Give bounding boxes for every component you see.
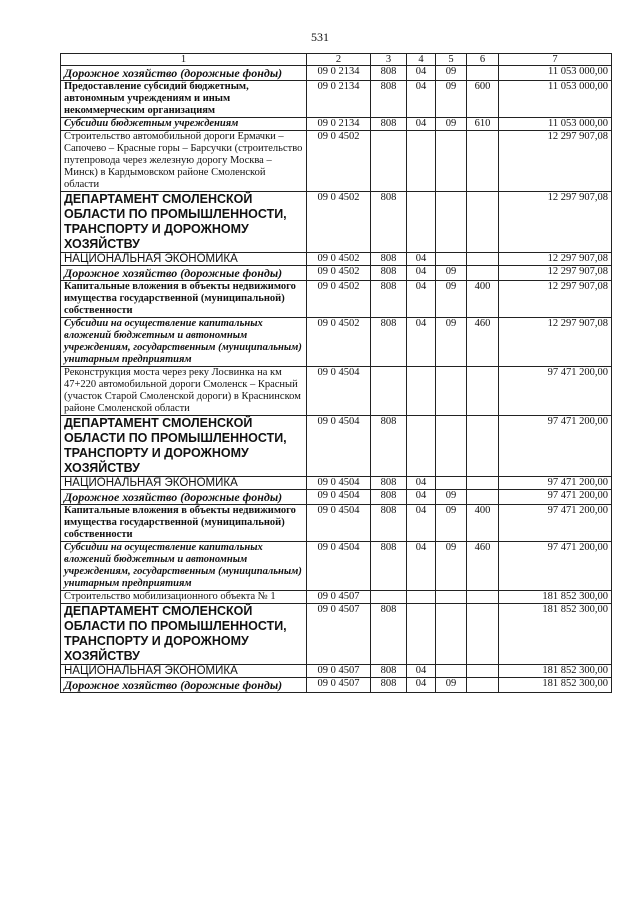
- row-target-code: 09 0 4504: [307, 505, 371, 542]
- row-target-code: 09 0 4502: [307, 266, 371, 281]
- column-header-5: 5: [436, 54, 467, 66]
- row-amount: 97 471 200,00: [499, 367, 612, 416]
- row-column-4: 04: [407, 505, 436, 542]
- row-column-4: 04: [407, 477, 436, 490]
- row-name: Дорожное хозяйство (дорожные фонды): [61, 66, 307, 81]
- row-target-code: 09 0 4502: [307, 318, 371, 367]
- row-column-6: 600: [467, 81, 499, 118]
- row-column-4: 04: [407, 318, 436, 367]
- budget-table: [60, 53, 612, 693]
- row-column-6: [467, 131, 499, 192]
- table-body: [61, 66, 612, 693]
- row-column-6: 400: [467, 281, 499, 318]
- row-target-code: 09 0 4504: [307, 477, 371, 490]
- row-column-6: [467, 665, 499, 678]
- table-row: [61, 318, 612, 367]
- row-column-4: [407, 416, 436, 477]
- row-column-4: 04: [407, 490, 436, 505]
- row-amount: 12 297 907,08: [499, 318, 612, 367]
- row-amount: 12 297 907,08: [499, 281, 612, 318]
- row-name: Субсидии на осуществление капитальных вложений бюджетным и автономным учреждениям, государственным (муниципальным) унитарным предприятиям: [61, 318, 307, 367]
- row-name: НАЦИОНАЛЬНАЯ ЭКОНОМИКА: [61, 477, 307, 490]
- row-column-5: [436, 665, 467, 678]
- row-column-3: 808: [371, 678, 407, 693]
- row-column-3: [371, 131, 407, 192]
- row-column-5: 09: [436, 490, 467, 505]
- row-amount: 11 053 000,00: [499, 66, 612, 81]
- row-column-5: [436, 131, 467, 192]
- row-column-5: 09: [436, 318, 467, 367]
- row-column-5: 09: [436, 66, 467, 81]
- row-column-3: 808: [371, 81, 407, 118]
- row-target-code: 09 0 4502: [307, 192, 371, 253]
- row-column-3: 808: [371, 665, 407, 678]
- row-amount: 97 471 200,00: [499, 542, 612, 591]
- column-header-7: 7: [499, 54, 612, 66]
- row-name: НАЦИОНАЛЬНАЯ ЭКОНОМИКА: [61, 253, 307, 266]
- row-column-4: 04: [407, 678, 436, 693]
- row-column-3: 808: [371, 118, 407, 131]
- page-number: 531: [311, 30, 329, 44]
- row-name: ДЕПАРТАМЕНТ СМОЛЕНСКОЙ ОБЛАСТИ ПО ПРОМЫШЛЕННОСТИ, ТРАНСПОРТУ И ДОРОЖНОМУ ХОЗЯЙСТВУ: [61, 192, 307, 253]
- table-row: [61, 542, 612, 591]
- row-target-code: 09 0 2134: [307, 66, 371, 81]
- row-amount: 12 297 907,08: [499, 131, 612, 192]
- table-row: [61, 66, 612, 81]
- row-column-5: [436, 477, 467, 490]
- table-row: [61, 604, 612, 665]
- table-row: [61, 118, 612, 131]
- row-column-3: 808: [371, 66, 407, 81]
- row-column-5: [436, 253, 467, 266]
- row-column-6: [467, 678, 499, 693]
- row-name: Субсидии на осуществление капитальных вложений бюджетным и автономным учреждениям, государственным (муниципальным) унитарным предприятиям: [61, 542, 307, 591]
- row-target-code: 09 0 4502: [307, 281, 371, 318]
- row-column-3: 808: [371, 318, 407, 367]
- row-amount: 181 852 300,00: [499, 604, 612, 665]
- row-target-code: 09 0 4504: [307, 367, 371, 416]
- row-amount: 12 297 907,08: [499, 253, 612, 266]
- column-header-2: 2: [307, 54, 371, 66]
- table-row: [61, 281, 612, 318]
- row-column-6: [467, 477, 499, 490]
- row-name: Капитальные вложения в объекты недвижимого имущества государственной (муниципальной) собственности: [61, 505, 307, 542]
- row-name: Субсидии бюджетным учреждениям: [61, 118, 307, 131]
- row-column-3: [371, 591, 407, 604]
- column-header-1: 1: [61, 54, 307, 66]
- row-name: Капитальные вложения в объекты недвижимого имущества государственной (муниципальной) собственности: [61, 281, 307, 318]
- row-column-5: 09: [436, 678, 467, 693]
- row-column-6: [467, 490, 499, 505]
- row-column-4: 04: [407, 118, 436, 131]
- row-column-4: [407, 367, 436, 416]
- row-column-5: 09: [436, 118, 467, 131]
- row-column-6: [467, 604, 499, 665]
- row-target-code: 09 0 4507: [307, 604, 371, 665]
- row-column-6: [467, 192, 499, 253]
- row-column-5: [436, 604, 467, 665]
- row-name: Строительство мобилизационного объекта № 1: [61, 591, 307, 604]
- row-column-3: 808: [371, 281, 407, 318]
- row-column-4: [407, 131, 436, 192]
- table-row: [61, 367, 612, 416]
- column-header-6: 6: [467, 54, 499, 66]
- table-row: [61, 266, 612, 281]
- row-column-4: 04: [407, 253, 436, 266]
- table-row: [61, 490, 612, 505]
- row-column-6: [467, 253, 499, 266]
- row-column-5: 09: [436, 266, 467, 281]
- row-amount: 181 852 300,00: [499, 665, 612, 678]
- row-amount: 181 852 300,00: [499, 678, 612, 693]
- row-column-4: [407, 192, 436, 253]
- column-header-4: 4: [407, 54, 436, 66]
- table-row: [61, 253, 612, 266]
- row-amount: 11 053 000,00: [499, 118, 612, 131]
- row-column-3: 808: [371, 266, 407, 281]
- table-row: [61, 416, 612, 477]
- row-column-4: 04: [407, 81, 436, 118]
- row-column-3: 808: [371, 416, 407, 477]
- row-name: Дорожное хозяйство (дорожные фонды): [61, 490, 307, 505]
- row-amount: 11 053 000,00: [499, 81, 612, 118]
- column-header-3: 3: [371, 54, 407, 66]
- row-name: ДЕПАРТАМЕНТ СМОЛЕНСКОЙ ОБЛАСТИ ПО ПРОМЫШЛЕННОСТИ, ТРАНСПОРТУ И ДОРОЖНОМУ ХОЗЯЙСТВУ: [61, 604, 307, 665]
- row-column-3: 808: [371, 192, 407, 253]
- row-name: Дорожное хозяйство (дорожные фонды): [61, 266, 307, 281]
- row-column-6: 400: [467, 505, 499, 542]
- row-name: Дорожное хозяйство (дорожные фонды): [61, 678, 307, 693]
- row-name: Строительство автомобильной дороги Ермачки – Сапочево – Красные горы – Барсучки (строительство путепровода через железную дорогу Москва – Минск) в Кардымовском районе Смоленской области: [61, 131, 307, 192]
- row-amount: 97 471 200,00: [499, 416, 612, 477]
- row-column-6: [467, 266, 499, 281]
- row-column-4: [407, 591, 436, 604]
- row-column-5: 09: [436, 281, 467, 318]
- row-target-code: 09 0 4502: [307, 253, 371, 266]
- row-column-3: [371, 367, 407, 416]
- table-row: [61, 81, 612, 118]
- row-column-5: 09: [436, 542, 467, 591]
- row-target-code: 09 0 4504: [307, 490, 371, 505]
- row-column-6: [467, 66, 499, 81]
- row-column-6: 460: [467, 542, 499, 591]
- row-column-6: 610: [467, 118, 499, 131]
- row-target-code: 09 0 4507: [307, 665, 371, 678]
- table-row: [61, 505, 612, 542]
- row-target-code: 09 0 4502: [307, 131, 371, 192]
- row-name: Предоставление субсидий бюджетным, автономным учреждениям и иным некоммерческим организациям: [61, 81, 307, 118]
- row-amount: 97 471 200,00: [499, 490, 612, 505]
- row-column-6: [467, 367, 499, 416]
- row-amount: 12 297 907,08: [499, 266, 612, 281]
- table-row: [61, 131, 612, 192]
- row-column-3: 808: [371, 253, 407, 266]
- row-column-3: 808: [371, 542, 407, 591]
- row-name: Реконструкция моста через реку Лосвинка на км 47+220 автомобильной дороги Смоленск – Красный (участок Старой Смоленской дороги) в Краснинском районе Смоленской области: [61, 367, 307, 416]
- row-target-code: 09 0 2134: [307, 118, 371, 131]
- row-column-4: 04: [407, 542, 436, 591]
- row-name: НАЦИОНАЛЬНАЯ ЭКОНОМИКА: [61, 665, 307, 678]
- row-column-5: 09: [436, 505, 467, 542]
- row-column-5: [436, 416, 467, 477]
- row-column-4: 04: [407, 281, 436, 318]
- row-target-code: 09 0 4507: [307, 678, 371, 693]
- row-amount: 12 297 907,08: [499, 192, 612, 253]
- row-column-3: 808: [371, 505, 407, 542]
- table-row: [61, 665, 612, 678]
- row-target-code: 09 0 4504: [307, 416, 371, 477]
- row-target-code: 09 0 2134: [307, 81, 371, 118]
- row-column-4: [407, 604, 436, 665]
- row-column-5: [436, 591, 467, 604]
- row-column-3: 808: [371, 604, 407, 665]
- row-column-5: [436, 192, 467, 253]
- row-target-code: 09 0 4507: [307, 591, 371, 604]
- table-row: [61, 192, 612, 253]
- row-amount: 181 852 300,00: [499, 591, 612, 604]
- row-amount: 97 471 200,00: [499, 505, 612, 542]
- row-target-code: 09 0 4504: [307, 542, 371, 591]
- row-column-4: 04: [407, 665, 436, 678]
- row-name: ДЕПАРТАМЕНТ СМОЛЕНСКОЙ ОБЛАСТИ ПО ПРОМЫШЛЕННОСТИ, ТРАНСПОРТУ И ДОРОЖНОМУ ХОЗЯЙСТВУ: [61, 416, 307, 477]
- row-column-3: 808: [371, 490, 407, 505]
- table-row: [61, 678, 612, 693]
- row-amount: 97 471 200,00: [499, 477, 612, 490]
- row-column-4: 04: [407, 266, 436, 281]
- row-column-3: 808: [371, 477, 407, 490]
- row-column-4: 04: [407, 66, 436, 81]
- table-row: [61, 591, 612, 604]
- row-column-5: [436, 367, 467, 416]
- table-row: [61, 477, 612, 490]
- row-column-6: [467, 591, 499, 604]
- column-number-row: [61, 54, 612, 66]
- row-column-5: 09: [436, 81, 467, 118]
- row-column-6: [467, 416, 499, 477]
- row-column-6: 460: [467, 318, 499, 367]
